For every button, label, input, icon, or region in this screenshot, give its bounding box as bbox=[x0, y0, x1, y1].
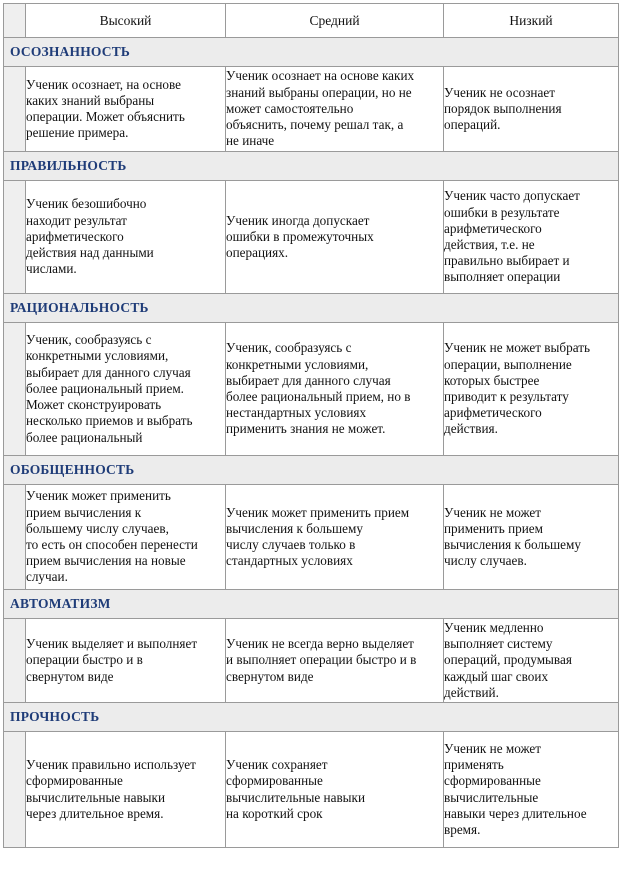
criterion-levels-row bbox=[4, 323, 619, 456]
medium-level-cell bbox=[226, 181, 444, 294]
low-level-text: Ученик не осознает порядок выполнения операций. bbox=[444, 84, 562, 133]
low-level-text: Ученик не может применять сформированные вычислительные навыки через длительное время. bbox=[444, 740, 587, 837]
low-level-text: Ученик часто допускает ошибки в результате арифметического действия, т.е. не правильно выбирает и выполняет операции bbox=[444, 188, 580, 285]
high-level-cell bbox=[26, 732, 226, 848]
criteria-levels-table bbox=[3, 3, 619, 848]
header-gutter-cell bbox=[4, 4, 26, 38]
criterion-title: ОСОЗНАННОСТЬ bbox=[10, 44, 131, 59]
medium-level-text: Ученик, сообразуясь с конкретными условиями, выбирает для данного случая более рациональный прием, но в нестандартных условиях применить знания не может. bbox=[226, 340, 411, 437]
low-level-text: Ученик медленно выполняет систему операций, продумывая каждый шаг своих действий. bbox=[444, 619, 572, 700]
medium-level-cell bbox=[226, 732, 444, 848]
medium-level-text: Ученик сохраняет сформированные вычислительные навыки на короткий срок bbox=[226, 757, 366, 821]
header-low: Низкий bbox=[444, 4, 619, 38]
low-level-text: Ученик не может применить прием вычисления к большему числу случаев. bbox=[444, 504, 581, 569]
medium-level-text: Ученик осознает на основе каких знаний выбраны операции, но не может самостоятельно объяснить, почему решал так, а не иначе bbox=[226, 68, 415, 149]
row-gutter-cell bbox=[4, 485, 26, 590]
header-row bbox=[4, 4, 619, 38]
row-gutter-cell bbox=[4, 181, 26, 294]
medium-level-cell bbox=[226, 323, 444, 456]
criterion-levels-row bbox=[4, 619, 619, 703]
criterion-levels-row bbox=[4, 67, 619, 152]
high-level-text: Ученик выделяет и выполняет операции быстро и в свернутом виде bbox=[26, 636, 198, 684]
low-level-cell bbox=[444, 619, 619, 703]
criterion-levels-row bbox=[4, 485, 619, 590]
high-level-cell bbox=[26, 67, 226, 152]
low-level-cell bbox=[444, 732, 619, 848]
criterion-levels-row bbox=[4, 181, 619, 294]
criterion-row-rationality bbox=[4, 294, 619, 323]
high-level-cell bbox=[26, 181, 226, 294]
row-gutter-cell bbox=[4, 732, 26, 848]
criterion-title: ОБОБЩЕННОСТЬ bbox=[10, 462, 135, 477]
high-level-text: Ученик может применить прием вычисления к большему числу случаев, то есть он способен перенести прием вычисления на новые случаи. bbox=[26, 488, 198, 585]
criterion-title: ПРОЧНОСТЬ bbox=[10, 709, 100, 724]
criterion-levels-row bbox=[4, 732, 619, 848]
low-level-text: Ученик не может выбрать операции, выполнение которых быстрее приводит к результату арифметического действия. bbox=[444, 340, 590, 437]
high-level-text: Ученик, сообразуясь с конкретными условиями, выбирает для данного случая более рациональный прием. Может сконструировать несколько приемов и выбрать более рациональный bbox=[26, 332, 193, 445]
low-level-cell bbox=[444, 181, 619, 294]
medium-level-cell bbox=[226, 485, 444, 590]
row-gutter-cell bbox=[4, 67, 26, 152]
high-level-text: Ученик безошибочно находит результат арифметического действия над данными числами. bbox=[26, 196, 154, 277]
high-level-cell bbox=[26, 619, 226, 703]
row-gutter-cell bbox=[4, 619, 26, 703]
header-medium: Средний bbox=[226, 4, 444, 38]
row-gutter-cell bbox=[4, 323, 26, 456]
criterion-row-durability bbox=[4, 703, 619, 732]
header-high: Высокий bbox=[26, 4, 226, 38]
criterion-row-generalization bbox=[4, 456, 619, 485]
medium-level-text: Ученик иногда допускает ошибки в промежуточных операциях. bbox=[226, 212, 374, 261]
criterion-row-awareness bbox=[4, 38, 619, 67]
high-level-cell bbox=[26, 485, 226, 590]
low-level-cell bbox=[444, 485, 619, 590]
medium-level-text: Ученик может применить прием вычисления к большему числу случаев только в стандартных условиях bbox=[226, 504, 410, 569]
criterion-row-automatism bbox=[4, 590, 619, 619]
criterion-title: ПРАВИЛЬНОСТЬ bbox=[10, 158, 127, 173]
high-level-cell bbox=[26, 323, 226, 456]
medium-level-cell bbox=[226, 67, 444, 152]
medium-level-text: Ученик не всегда верно выделяет и выполняет операции быстро и в свернутом виде bbox=[226, 636, 417, 684]
criterion-title: РАЦИОНАЛЬНОСТЬ bbox=[10, 300, 149, 315]
criterion-row-correctness bbox=[4, 152, 619, 181]
criterion-title: АВТОМАТИЗМ bbox=[10, 596, 111, 611]
medium-level-cell bbox=[226, 619, 444, 703]
low-level-cell bbox=[444, 67, 619, 152]
high-level-text: Ученик правильно использует сформированные вычислительные навыки через длительное время. bbox=[26, 757, 196, 821]
low-level-cell bbox=[444, 323, 619, 456]
high-level-text: Ученик осознает, на основе каких знаний выбраны операции. Может объяснить решение примера. bbox=[26, 76, 185, 141]
